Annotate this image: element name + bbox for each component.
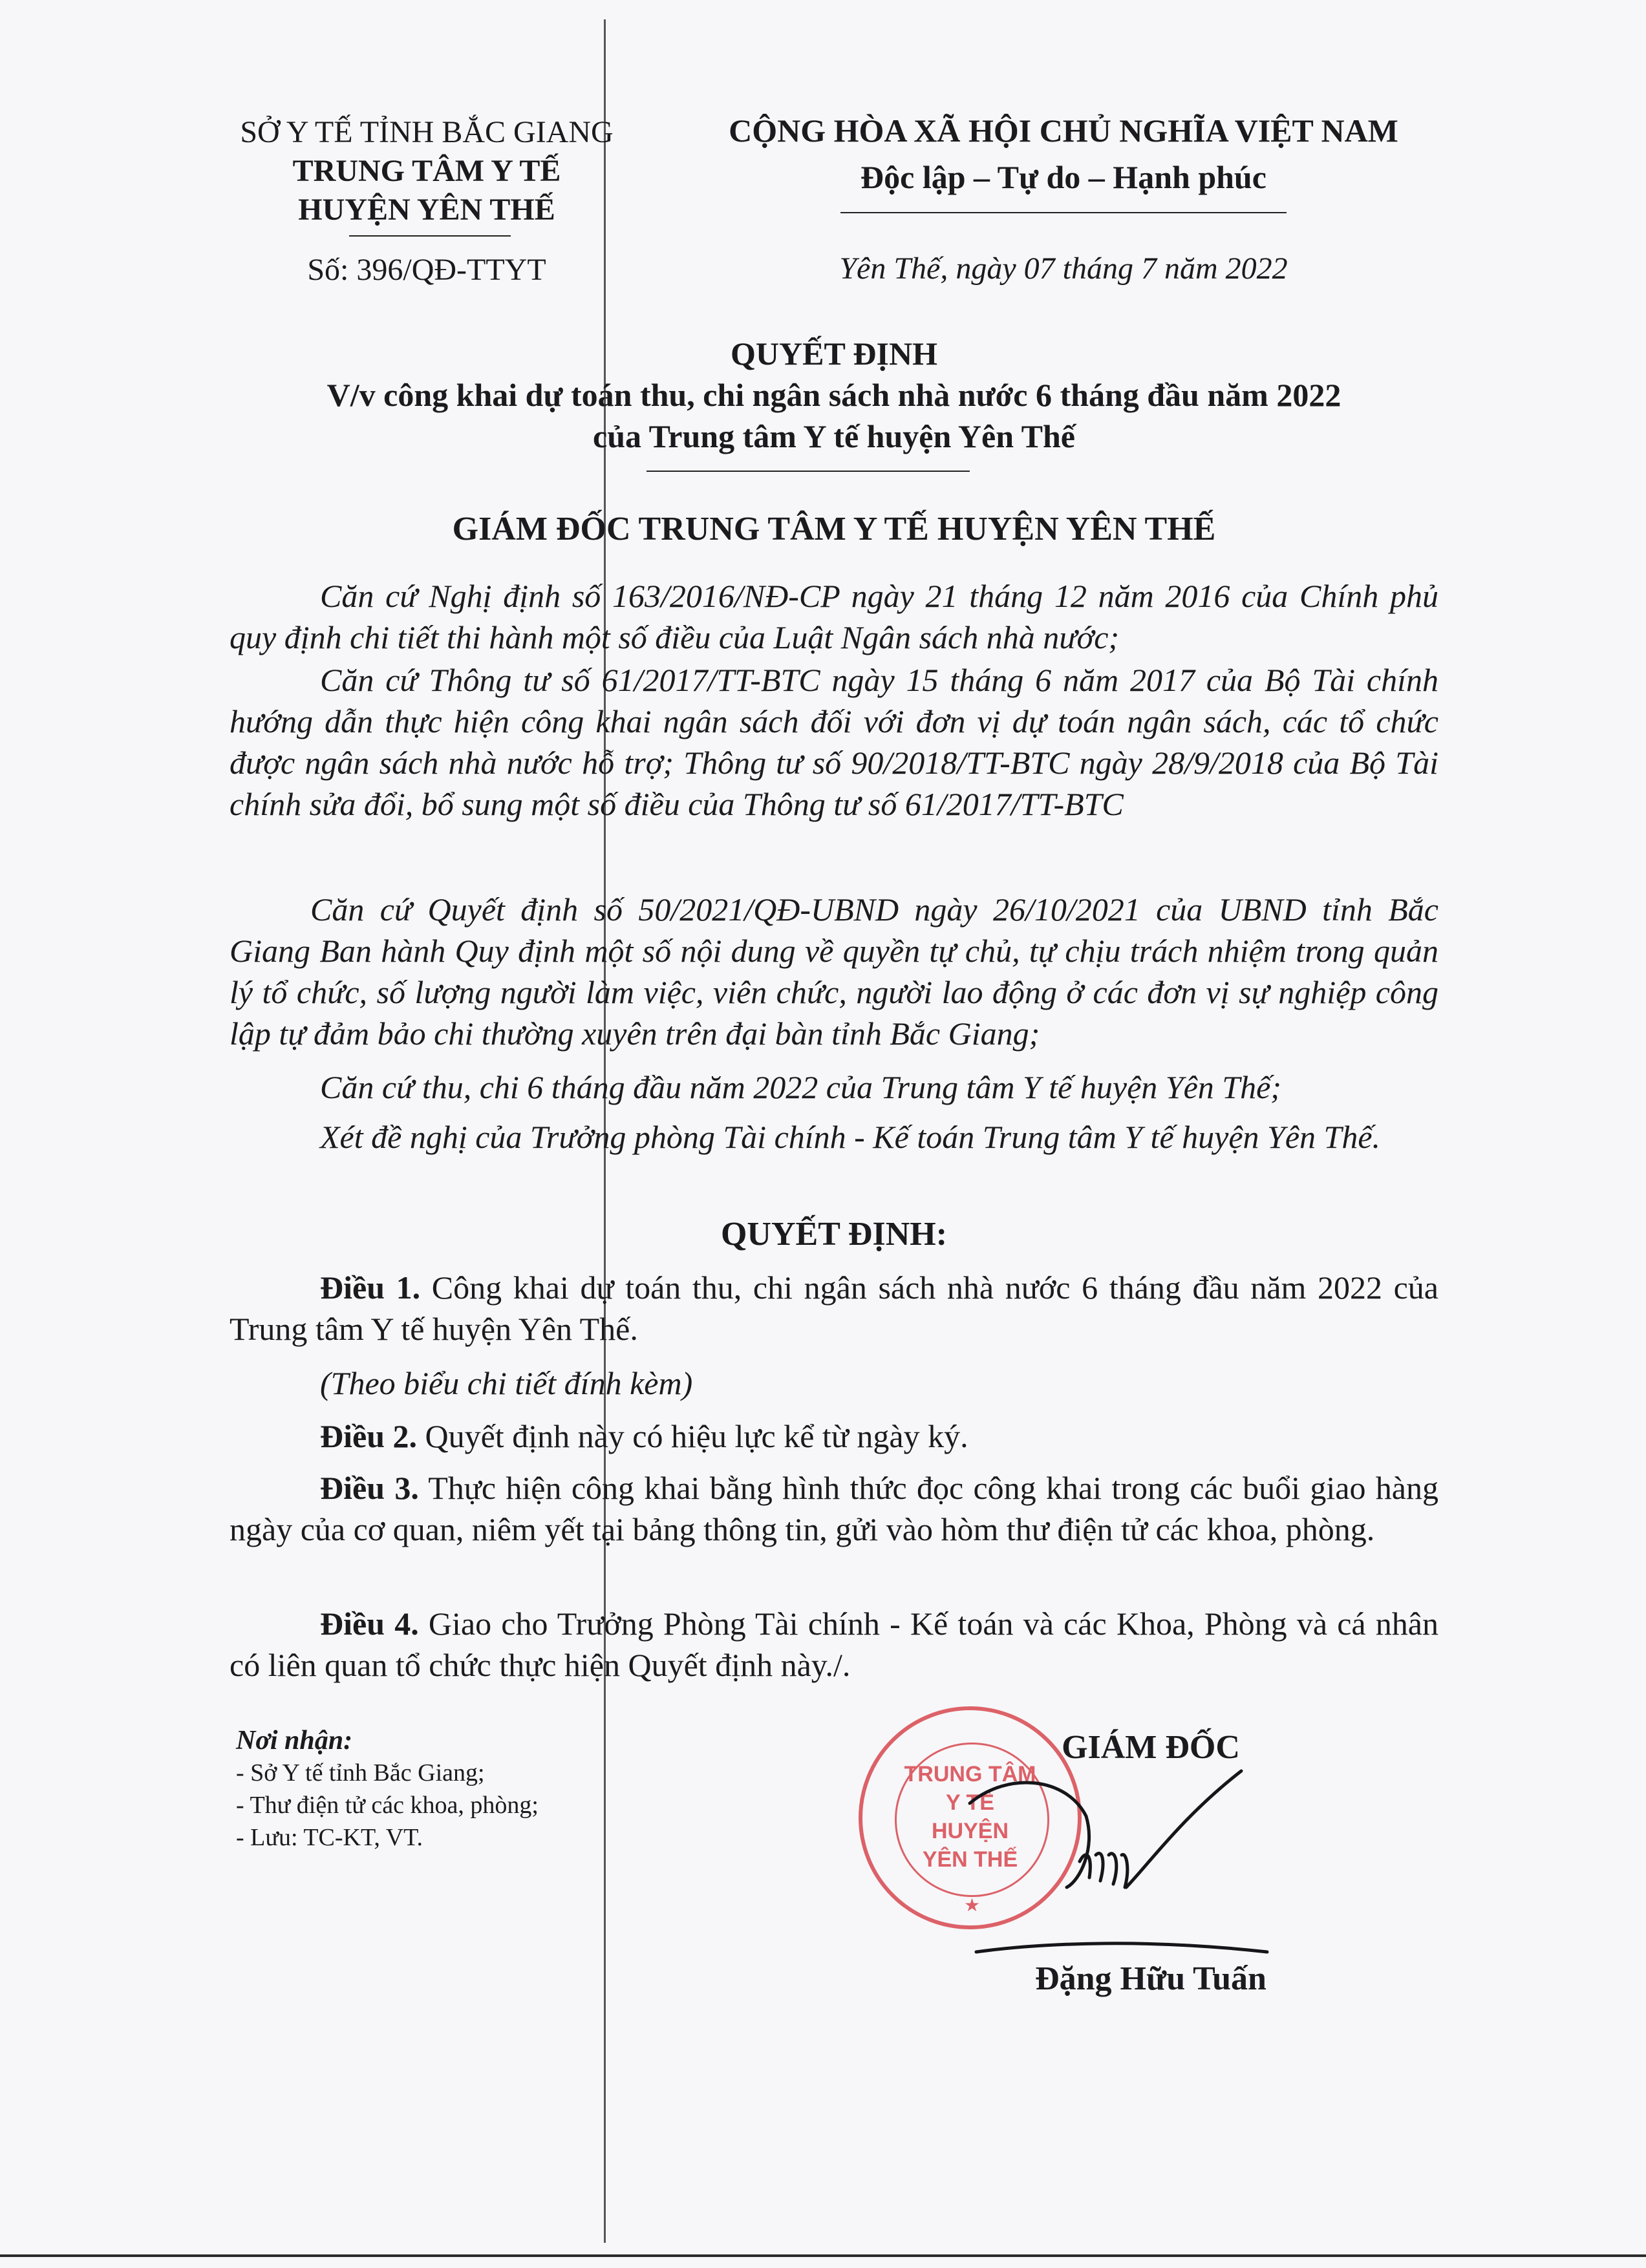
basis-paragraph — [230, 659, 1438, 825]
article-label: Điều 2. — [320, 1418, 417, 1454]
seal-text-line1: TRUNG TÂM — [904, 1762, 1036, 1786]
signer-title: GIÁM ĐỐC — [1062, 1729, 1240, 1766]
signer-name: Đặng Hữu Tuấn — [1035, 1960, 1267, 1997]
seal-text-line2: Y TẾ — [946, 1790, 994, 1815]
issuing-authority: GIÁM ĐỐC TRUNG TÂM Y TẾ HUYỆN YÊN THẾ — [452, 511, 1216, 547]
basis-paragraph — [230, 1116, 1438, 1158]
article-4 — [230, 1603, 1438, 1686]
article-label: Điều 3. — [320, 1470, 419, 1506]
article-text: Công khai dự toán thu, chi ngân sách nhà nước 6 tháng đầu năm 2022 của Trung tâm Y tế huyện Yên Thế. — [230, 1269, 1438, 1347]
article-label: Điều 1. — [320, 1269, 421, 1306]
seal-star-icon: ★ — [964, 1896, 981, 1916]
decision-heading: QUYẾT ĐỊNH — [731, 335, 937, 372]
basis-paragraph — [230, 575, 1438, 658]
agency-parent: SỞ Y TẾ TỈNH BẮC GIANG — [240, 115, 614, 149]
article-3 — [230, 1467, 1438, 1550]
decision-subject-line1: V/v công khai dự toán thu, chi ngân sách nhà nước 6 tháng đầu năm 2022 — [326, 377, 1341, 413]
basis-paragraph — [230, 1066, 1438, 1108]
article-label: Điều 4. — [320, 1606, 419, 1642]
decision-title-block — [194, 333, 1474, 457]
article-2 — [230, 1415, 1438, 1457]
scan-bottom-edge — [0, 2254, 1646, 2257]
title-underline — [647, 471, 970, 472]
national-title: CỘNG HÒA XÃ HỘI CHỦ NGHĨA VIỆT NAM — [729, 112, 1398, 149]
article-1 — [230, 1267, 1438, 1350]
decision-subject-line2: của Trung tâm Y tế huyện Yên Thế — [593, 418, 1075, 454]
handwritten-signature — [957, 1758, 1293, 1971]
basis-text: Xét đề nghị của Trưởng phòng Tài chính - Kế toán Trung tâm Y tế huyện Yên Thế. — [320, 1119, 1381, 1155]
basis-text: Căn cứ thu, chi 6 tháng đầu năm 2022 của Trung tâm Y tế huyện Yên Thế; — [320, 1069, 1281, 1105]
recipient-item: - Thư điện tử các khoa, phòng; — [236, 1792, 539, 1819]
recipient-item: - Sở Y tế tỉnh Bắc Giang; — [236, 1759, 485, 1786]
recipients-block — [236, 1724, 689, 1854]
basis-text: Căn cứ Nghị định số 163/2016/NĐ-CP ngày 21 tháng 12 năm 2016 của Chính phủ quy định chi tiết thi hành một số điều của Luật Ngân sách nhà nước; — [230, 578, 1438, 655]
basis-text: Căn cứ Quyết định số 50/2021/QĐ-UBND ngày 26/10/2021 của UBND tỉnh Bắc Giang Ban hành Quy định một số nội dung về quyền tự chủ, tự chịu trách nhiệm trong quản lý tổ chức, số lượng người làm việc, viên chức, người lao động ở các đơn vị sự nghiệp công lập tự đảm bảo chi thường xuyên trên đại bàn tỉnh Bắc Giang; — [230, 891, 1438, 1052]
recipient-item: - Lưu: TC-KT, VT. — [236, 1824, 423, 1851]
agency-name-line1: TRUNG TÂM Y TẾ — [292, 154, 561, 188]
basis-text: Căn cứ Thông tư số 61/2017/TT-BTC ngày 15 tháng 6 năm 2017 của Bộ Tài chính hướng dẫn thực hiện công khai ngân sách đối với đơn vị dự toán ngân sách, các tổ chức được ngân sách nhà nước hỗ trợ; Thông tư số 90/2018/TT-BTC ngày 28/9/2018 của Bộ Tài chính sửa đổi, bổ sung một số điều của Thông tư số 61/2017/TT-BTC — [230, 662, 1438, 822]
agency-header — [213, 113, 640, 229]
basis-paragraph — [230, 889, 1438, 1054]
seal-text-line4: YÊN THẾ — [922, 1847, 1018, 1872]
agency-name-line2: HUYỆN YÊN THẾ — [298, 193, 555, 227]
national-motto: Độc lập – Tự do – Hạnh phúc — [860, 159, 1267, 195]
document-number: Số: 396/QĐ-TTYT — [307, 253, 546, 287]
attachment-note-text: (Theo biểu chi tiết đính kèm) — [320, 1365, 693, 1401]
document-date: Yên Thế, ngày 07 tháng 7 năm 2022 — [839, 251, 1288, 286]
article-attachment-note — [230, 1362, 1438, 1404]
motto-underline — [840, 212, 1287, 213]
agency-underline — [349, 235, 511, 237]
article-text: Giao cho Trưởng Phòng Tài chính - Kế toán và các Khoa, Phòng và cá nhân có liên quan tổ chức thực hiện Quyết định này./. — [230, 1606, 1439, 1683]
article-text: Thực hiện công khai bằng hình thức đọc công khai trong các buổi giao hàng ngày của cơ quan, niêm yết tại bảng thông tin, gửi vào hòm thư điện tử các khoa, phòng. — [230, 1470, 1438, 1547]
decision-section-heading: QUYẾT ĐỊNH: — [720, 1216, 948, 1253]
recipients-heading: Nơi nhận: — [236, 1726, 353, 1755]
article-text: Quyết định này có hiệu lực kể từ ngày ký. — [417, 1418, 968, 1454]
seal-text-line3: HUYỆN — [931, 1819, 1009, 1843]
